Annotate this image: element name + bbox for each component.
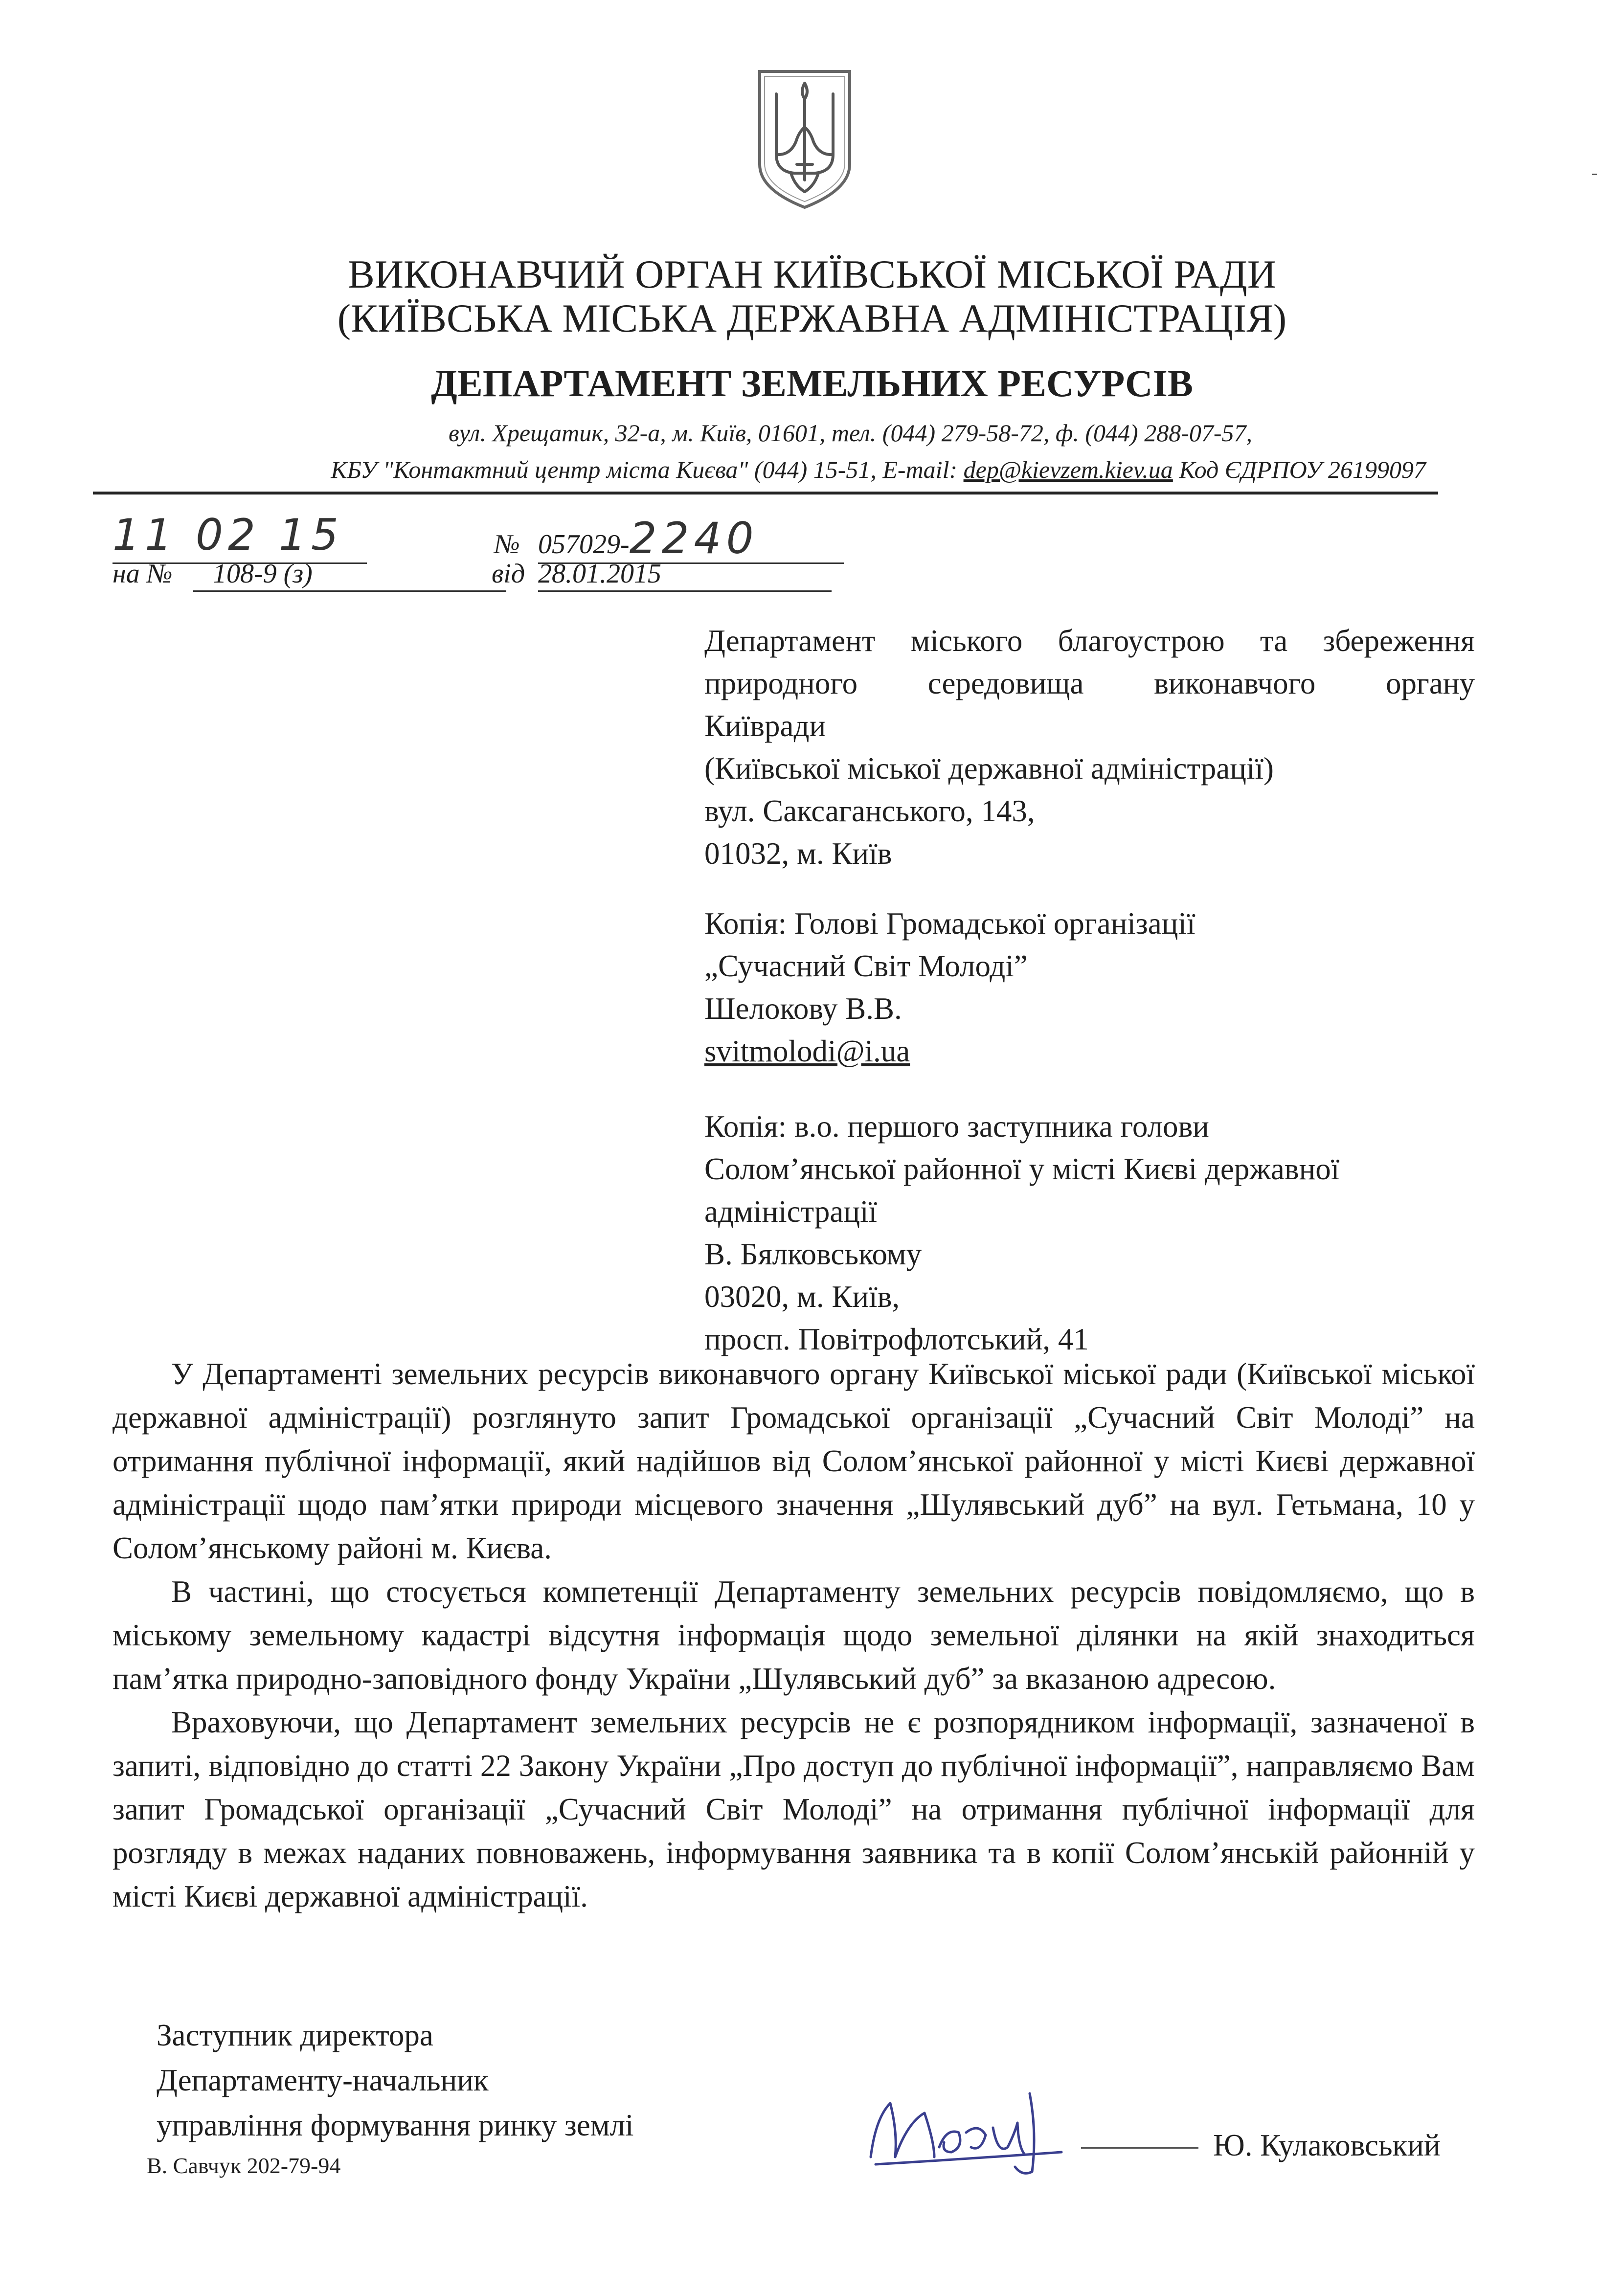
position-line: Заступник директора — [157, 2018, 433, 2052]
trident-coat-of-arms-icon — [756, 68, 854, 210]
addressee-line: 03020, м. Київ, — [704, 1280, 900, 1314]
addressee-line: вул. Саксаганського, 143, — [704, 794, 1035, 828]
department-title: ДЕПАРТАМЕНТ ЗЕМЕЛЬНИХ РЕСУРСІВ — [431, 362, 1193, 404]
addressee-line: просп. Повітрофлотський, 41 — [704, 1322, 1089, 1356]
position-line: Департаменту-начальник — [157, 2063, 489, 2097]
body-paragraph: У Департаменті земельних ресурсів виконавчого органу Київської міської ради (Київської міської державної адміністрації) розглянуто запит Громадської організації „Сучасний Світ Молоді” на отримання публічної інформації, який надійшов від Солом’янської районної у місті Києві державної адміністрації щодо пам’ятки природи місцевого значення „Шулявський дуб” на вул. Гетьмана, 10 у Солом’янському районі м. Києва. — [113, 1357, 1475, 1565]
registration-number-label: № — [494, 529, 520, 560]
contacts-line2-suffix: Код ЄДРПОУ 26199097 — [1173, 456, 1426, 483]
reference-number-label: на № — [113, 559, 173, 589]
addressee-line: (Київської міської державної адміністрації) — [704, 751, 1274, 786]
addressee-line: Копія: в.о. першого заступника голови — [704, 1109, 1209, 1144]
registration-number-handwritten: 2240 — [629, 513, 759, 563]
addressee-line: Солом’янської районної у місті Києві державної — [704, 1152, 1340, 1186]
addressee-line: Копія: Голові Громадської організації — [704, 906, 1195, 941]
contacts-line2-prefix: КБУ "Контактний центр міста Києва" (044) 15-51, E-mail: — [331, 456, 964, 483]
addressee-line: природного середовища виконавчого органу — [704, 666, 1475, 700]
addressee-email-link[interactable]: svitmolodi@i.ua — [704, 1034, 910, 1068]
contacts-line1: вул. Хрещатик, 32-а, м. Київ, 01601, тел. (044) 279-58-72, ф. (044) 288-07-57, — [449, 419, 1252, 447]
contacts-line2 — [0, 457, 1426, 482]
addressee-line: 01032, м. Київ — [704, 836, 892, 871]
reference-date-label: від — [492, 559, 525, 589]
header-divider — [93, 492, 1438, 494]
registration-date-field — [113, 510, 367, 564]
registration-number-printed: 057029- — [538, 529, 630, 560]
department-email-link[interactable]: dep@kievzem.kiev.ua — [963, 456, 1173, 483]
margin-mark — [1592, 174, 1597, 175]
body-paragraph: В частині, що стосується компетенції Департаменту земельних ресурсів повідомляємо, що в міському земельному кадастрі відсутня інформація щодо земельної ділянки на якій знаходиться пам’ятка природно-заповідного фонду України „Шулявський дуб” за вказаною адресою. — [113, 1574, 1475, 1696]
copy-addressee-1 — [704, 902, 1475, 1073]
body-paragraph: Враховуючи, що Департамент земельних ресурсів не є розпорядником інформації, зазначеної в запиті, відповідно до статті 22 Закону України „Про доступ до публічної інформації”, направляємо Вам запит Громадської організації „Сучасний Світ Молоді” на отримання публічної інформації для розгляду в межах наданих повноважень, інформування заявника та в копії Солом’янській районній у місті Києві державної адміністрації. — [113, 1705, 1475, 1913]
signature-line — [1081, 2147, 1198, 2149]
addressee-line: „Сучасний Світ Молоді” — [704, 949, 1028, 983]
organization-title-line1: ВИКОНАВЧИЙ ОРГАН КИЇВСЬКОЇ МІСЬКОЇ РАДИ — [348, 252, 1276, 296]
main-addressee — [704, 620, 1475, 875]
registration-number-field — [538, 514, 844, 564]
organization-title-line2: (КИЇВСЬКА МІСЬКА ДЕРЖАВНА АДМІНІСТРАЦІЯ) — [337, 296, 1287, 340]
handwritten-signature-icon — [861, 2074, 1076, 2181]
position-line: управління формування ринку землі — [157, 2108, 634, 2142]
signatory-position — [157, 2013, 634, 2148]
letter-body — [113, 1352, 1475, 1918]
addressee-line: Київради — [704, 709, 826, 743]
reference-date-value: 28.01.2015 — [538, 560, 832, 592]
addressee-line: В. Бялковському — [704, 1237, 922, 1271]
copy-addressee-2 — [704, 1105, 1475, 1361]
reference-number-value: 108-9 (з) — [193, 560, 506, 592]
registration-date-handwritten: 11 02 15 — [113, 510, 343, 560]
addressee-line: Шелокову В.В. — [704, 991, 902, 1026]
executor-contact: В. Савчук 202-79-94 — [147, 2153, 341, 2178]
signatory-name: Ю. Кулаковський — [1213, 2128, 1441, 2162]
addressee-line: Департамент міського благоустрою та збереження — [704, 624, 1475, 658]
addressee-line: адміністрації — [704, 1194, 878, 1229]
